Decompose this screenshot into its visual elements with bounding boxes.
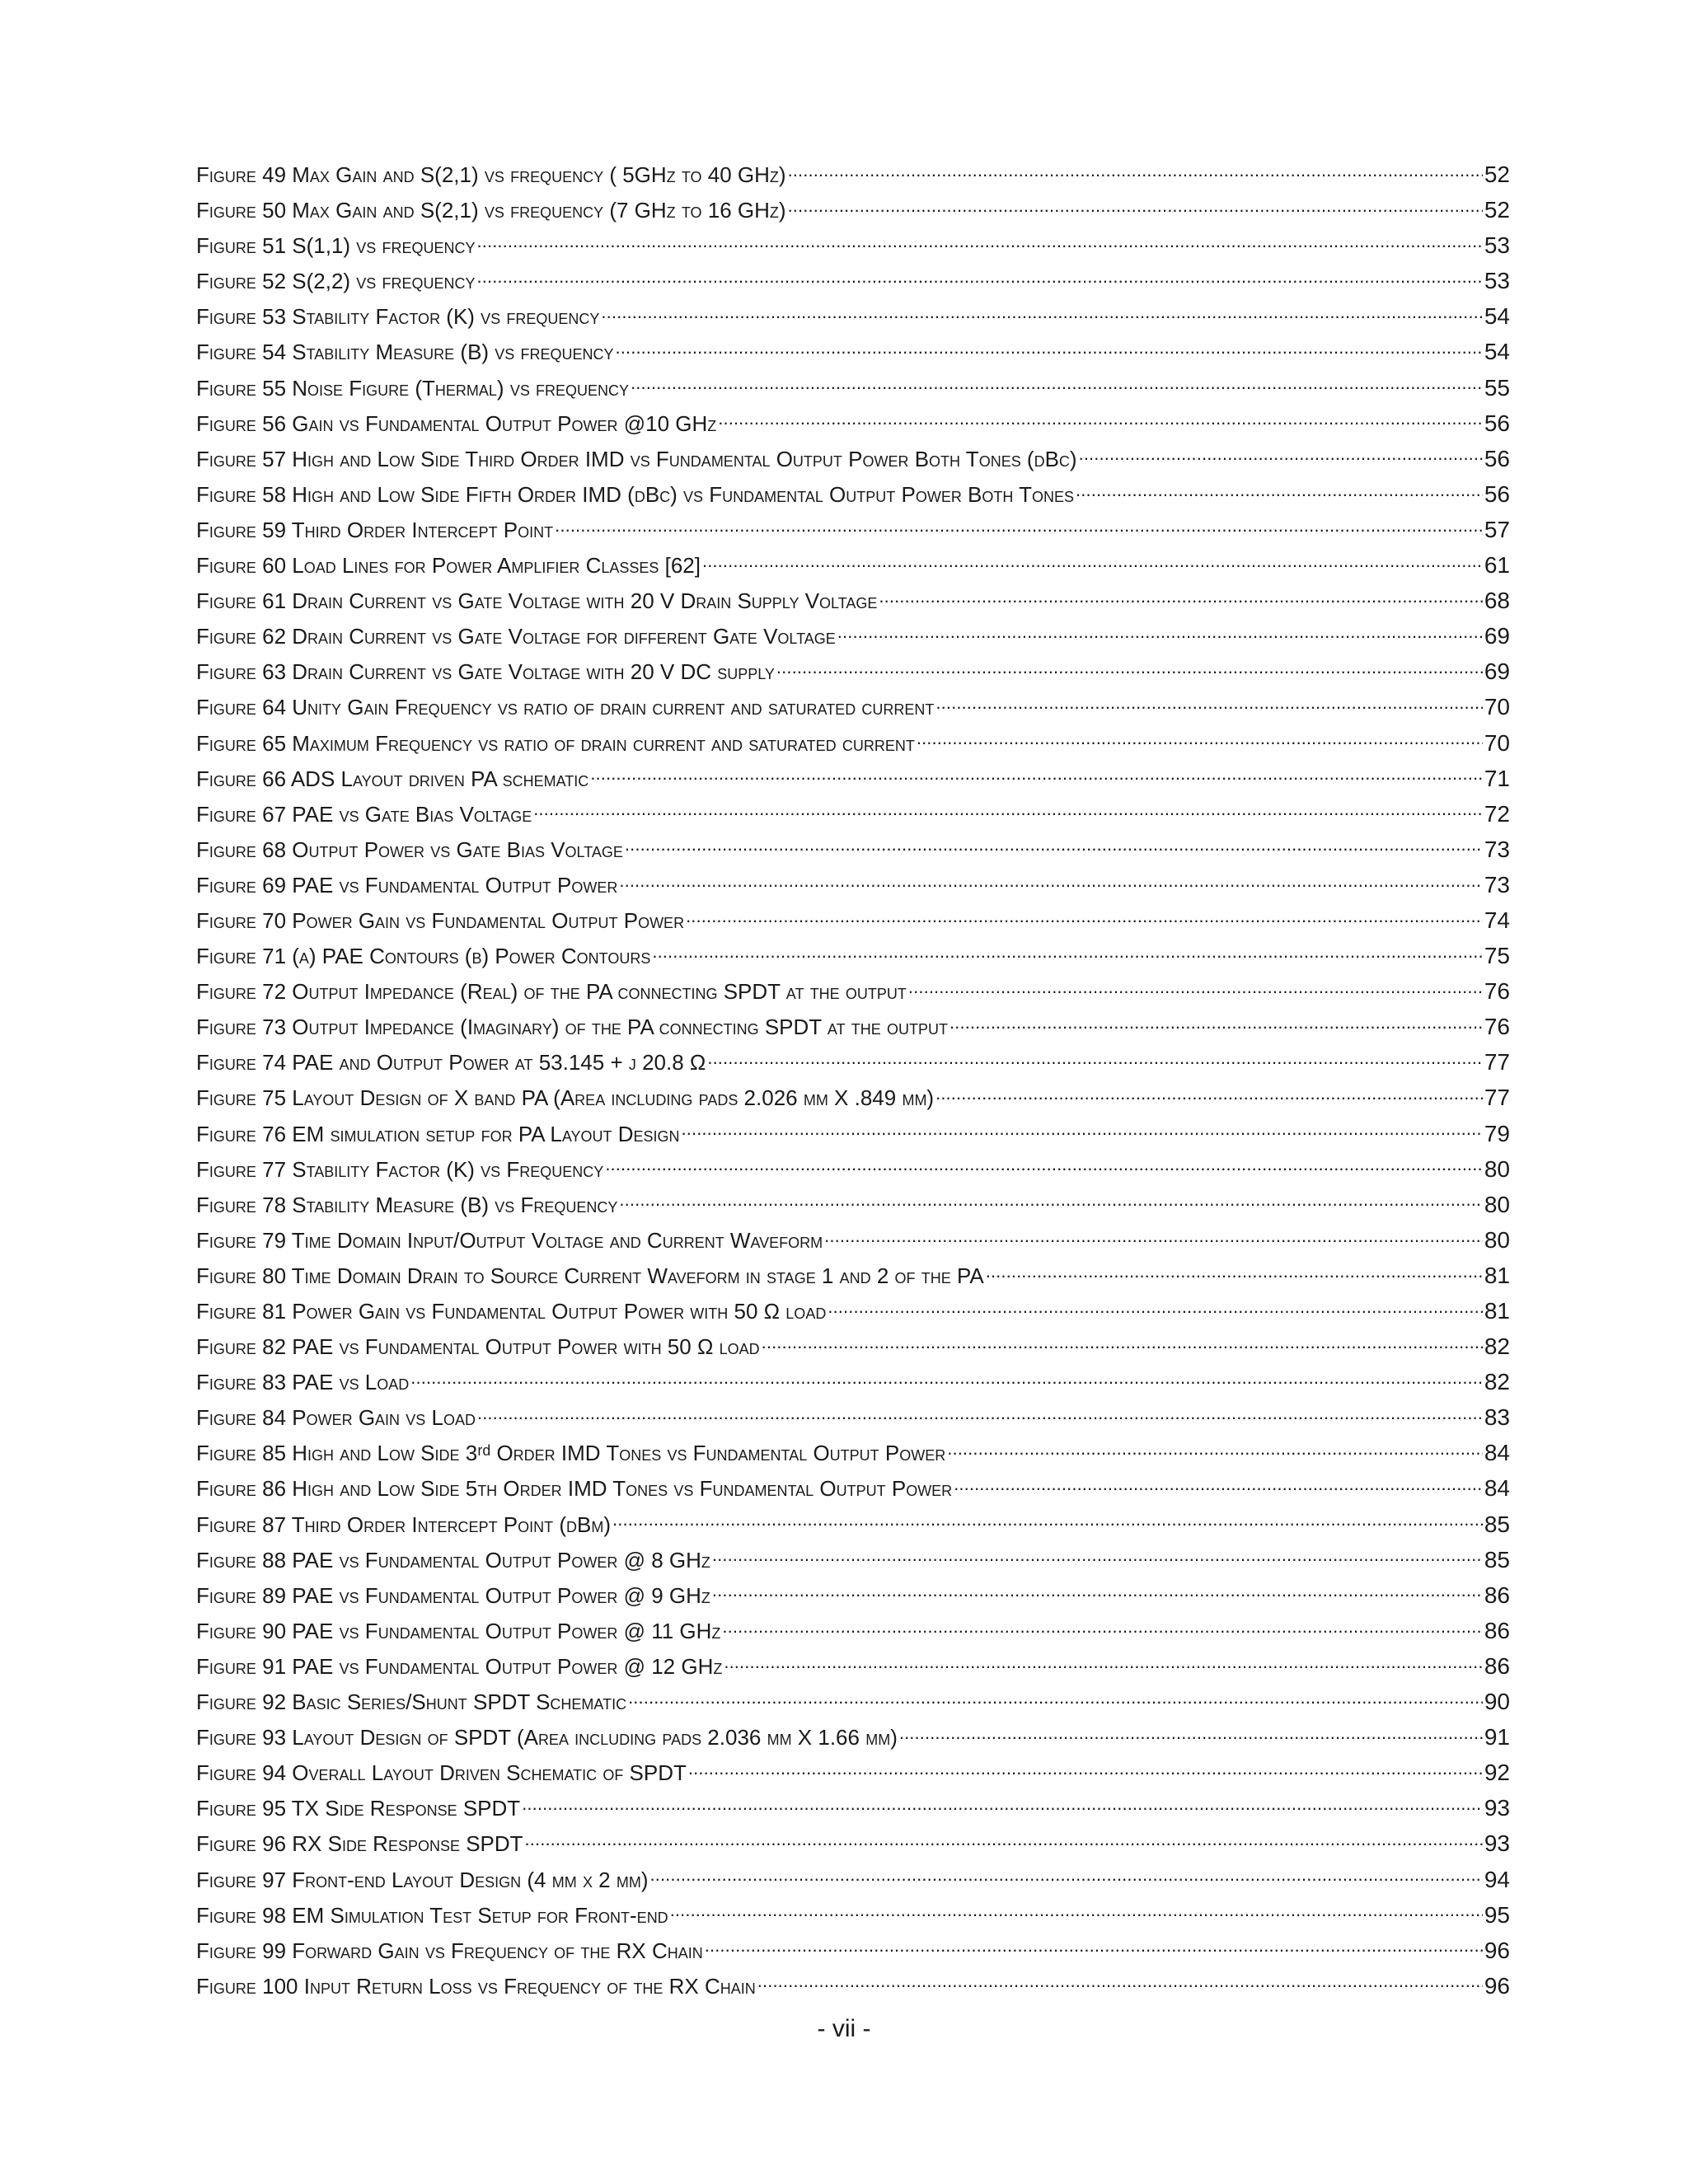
toc-dot-leader bbox=[525, 1830, 1483, 1851]
toc-entry-title: Figure 100 Input Return Loss vs Frequency of the RX Chain bbox=[196, 1973, 756, 1999]
toc-dot-leader bbox=[590, 765, 1483, 786]
toc-entry-title: Figure 88 PAE vs Fundamental Output Power @ 8 GHz bbox=[196, 1547, 710, 1572]
toc-entry-page-number: 55 bbox=[1484, 374, 1510, 401]
toc-entry-title: Figure 94 Overall Layout Driven Schematic of SPDT bbox=[196, 1760, 687, 1786]
toc-dot-leader bbox=[712, 1546, 1483, 1568]
toc-entry-page-number: 53 bbox=[1484, 232, 1510, 259]
toc-entry-page-number: 82 bbox=[1484, 1369, 1510, 1395]
toc-entry[interactable] bbox=[196, 192, 1510, 227]
toc-dot-leader bbox=[705, 1937, 1483, 1958]
toc-entry-page-number: 86 bbox=[1484, 1582, 1510, 1608]
list-of-figures bbox=[196, 157, 1510, 2004]
toc-entry-title: Figure 81 Power Gain vs Fundamental Output Power with 50 Ω load bbox=[196, 1299, 827, 1324]
toc-entry-page-number: 61 bbox=[1484, 552, 1510, 579]
toc-dot-leader bbox=[950, 1013, 1483, 1034]
toc-entry[interactable] bbox=[196, 1044, 1510, 1080]
toc-dot-leader bbox=[762, 1333, 1483, 1354]
toc-dot-leader bbox=[616, 338, 1483, 359]
toc-entry[interactable] bbox=[196, 1719, 1510, 1755]
toc-entry-title: Figure 96 RX Side Response SPDT bbox=[196, 1831, 523, 1857]
toc-dot-leader bbox=[935, 1084, 1483, 1105]
toc-dot-leader bbox=[1079, 445, 1483, 466]
toc-entry-page-number: 80 bbox=[1484, 1155, 1510, 1182]
toc-entry-title: Figure 84 Power Gain vs Load bbox=[196, 1405, 476, 1431]
toc-entry[interactable] bbox=[196, 547, 1510, 583]
toc-entry-page-number: 93 bbox=[1484, 1830, 1510, 1857]
toc-entry-title: Figure 55 Noise Figure (Thermal) vs frequency bbox=[196, 375, 630, 401]
toc-entry[interactable] bbox=[196, 938, 1510, 973]
toc-entry-page-number: 83 bbox=[1484, 1404, 1510, 1431]
toc-entry-title: Figure 64 Unity Gain Frequency vs ratio of drain current and saturated current bbox=[196, 695, 935, 720]
toc-entry[interactable] bbox=[196, 1684, 1510, 1719]
toc-entry[interactable] bbox=[196, 1755, 1510, 1790]
toc-entry[interactable] bbox=[196, 227, 1510, 263]
toc-dot-leader bbox=[707, 1048, 1483, 1070]
toc-dot-leader bbox=[670, 1901, 1483, 1923]
toc-entry-title: Figure 61 Drain Current vs Gate Voltage with 20 V Drain Supply Voltage bbox=[196, 588, 878, 614]
toc-entry-page-number: 81 bbox=[1484, 1262, 1510, 1288]
toc-entry-title: Figure 73 Output Impedance (Imaginary) of the PA connecting SPDT at the output bbox=[196, 1015, 949, 1040]
toc-entry-title: Figure 63 Drain Current vs Gate Voltage with 20 V DC supply bbox=[196, 659, 775, 685]
toc-dot-leader bbox=[477, 1404, 1483, 1425]
toc-entry-title: Figure 59 Third Order Intercept Point bbox=[196, 517, 554, 542]
toc-entry[interactable] bbox=[196, 796, 1510, 832]
toc-entry[interactable] bbox=[196, 1116, 1510, 1151]
toc-entry[interactable] bbox=[196, 1080, 1510, 1115]
toc-entry-page-number: 72 bbox=[1484, 800, 1510, 827]
toc-entry-page-number: 94 bbox=[1484, 1866, 1510, 1892]
toc-entry-page-number: 52 bbox=[1484, 197, 1510, 223]
toc-entry[interactable] bbox=[196, 1009, 1510, 1044]
toc-entry[interactable] bbox=[196, 1187, 1510, 1222]
toc-entry[interactable] bbox=[196, 689, 1510, 724]
toc-dot-leader bbox=[776, 658, 1483, 679]
toc-entry-title: Figure 86 High and Low Side 5th Order IMD Tones vs Fundamental Output Power bbox=[196, 1476, 953, 1502]
toc-dot-leader bbox=[828, 1297, 1483, 1319]
toc-entry-title: Figure 71 (a) PAE Contours (b) Power Contours bbox=[196, 944, 651, 969]
toc-entry-title: Figure 54 Stability Measure (B) vs frequency bbox=[196, 340, 614, 365]
toc-entry-title: Figure 57 High and Low Side Third Order IMD vs Fundamental Output Power Both Tones (dBc) bbox=[196, 446, 1077, 471]
toc-dot-leader bbox=[954, 1474, 1483, 1496]
toc-entry[interactable] bbox=[196, 157, 1510, 192]
toc-entry-page-number: 71 bbox=[1484, 765, 1510, 791]
toc-dot-leader bbox=[899, 1723, 1483, 1745]
toc-entry-title: Figure 62 Drain Current vs Gate Voltage for different Gate Voltage bbox=[196, 624, 836, 649]
toc-dot-leader bbox=[718, 410, 1483, 431]
toc-entry-title: Figure 95 TX Side Response SPDT bbox=[196, 1796, 521, 1821]
toc-dot-leader bbox=[722, 1617, 1482, 1638]
toc-entry-page-number: 86 bbox=[1484, 1652, 1510, 1679]
toc-entry[interactable] bbox=[196, 1577, 1510, 1613]
toc-entry[interactable] bbox=[196, 1222, 1510, 1258]
toc-entry[interactable] bbox=[196, 263, 1510, 298]
toc-entry-page-number: 85 bbox=[1484, 1546, 1510, 1572]
toc-entry-title: Figure 70 Power Gain vs Fundamental Output Power bbox=[196, 907, 685, 933]
toc-entry[interactable] bbox=[196, 761, 1510, 796]
toc-entry[interactable] bbox=[196, 725, 1510, 761]
toc-entry-page-number: 91 bbox=[1484, 1724, 1510, 1750]
toc-entry[interactable] bbox=[196, 583, 1510, 618]
toc-entry-page-number: 92 bbox=[1484, 1760, 1510, 1786]
toc-dot-leader bbox=[1076, 480, 1483, 502]
toc-dot-leader bbox=[652, 942, 1482, 963]
toc-entry[interactable] bbox=[196, 832, 1510, 867]
toc-dot-leader bbox=[533, 800, 1483, 822]
toc-entry-page-number: 79 bbox=[1484, 1120, 1510, 1146]
toc-dot-leader bbox=[824, 1226, 1483, 1248]
toc-entry[interactable] bbox=[196, 618, 1510, 654]
toc-entry-page-number: 70 bbox=[1484, 694, 1510, 720]
toc-entry[interactable] bbox=[196, 1613, 1510, 1648]
toc-entry-title: Figure 78 Stability Measure (B) vs Frequency bbox=[196, 1192, 618, 1217]
toc-dot-leader bbox=[612, 1511, 1483, 1532]
toc-entry-title: Figure 75 Layout Design of X band PA (Area including pads 2.026 mm X .849 mm) bbox=[196, 1085, 935, 1111]
toc-entry-page-number: 73 bbox=[1484, 836, 1510, 862]
toc-entry-title: Figure 50 Max Gain and S(2,1) vs frequency (7 GHz to 16 GHz) bbox=[196, 198, 786, 223]
toc-entry-title: Figure 97 Front-end Layout Design (4 mm x 2 mm) bbox=[196, 1867, 649, 1892]
toc-entry-page-number: 90 bbox=[1484, 1689, 1510, 1715]
toc-entry-page-number: 54 bbox=[1484, 339, 1510, 365]
toc-dot-leader bbox=[410, 1368, 1483, 1390]
toc-entry-page-number: 81 bbox=[1484, 1298, 1510, 1324]
toc-entry-page-number: 57 bbox=[1484, 516, 1510, 542]
toc-entry[interactable] bbox=[196, 1968, 1510, 2004]
toc-entry-title: Figure 53 Stability Factor (K) vs frequency bbox=[196, 304, 600, 330]
toc-entry[interactable] bbox=[196, 654, 1510, 689]
toc-entry[interactable] bbox=[196, 1470, 1510, 1506]
toc-entry-title: Figure 49 Max Gain and S(2,1) vs frequency ( 5GHz to 40 GHz) bbox=[196, 162, 786, 187]
toc-entry-title: Figure 66 ADS Layout driven PA schematic bbox=[196, 766, 589, 791]
toc-entry-page-number: 77 bbox=[1484, 1085, 1510, 1111]
toc-entry-page-number: 93 bbox=[1484, 1795, 1510, 1821]
toc-entry-page-number: 56 bbox=[1484, 445, 1510, 471]
toc-entry-page-number: 69 bbox=[1484, 623, 1510, 649]
toc-entry-title: Figure 56 Gain vs Fundamental Output Power @10 GHz bbox=[196, 410, 717, 436]
toc-entry-page-number: 80 bbox=[1484, 1191, 1510, 1217]
toc-dot-leader bbox=[724, 1652, 1482, 1674]
toc-entry[interactable] bbox=[196, 1542, 1510, 1577]
toc-entry-page-number: 68 bbox=[1484, 588, 1510, 614]
toc-entry-title: Figure 51 S(1,1) vs frequency bbox=[196, 233, 476, 259]
toc-entry-page-number: 52 bbox=[1484, 162, 1510, 187]
toc-entry[interactable] bbox=[196, 1399, 1510, 1435]
toc-dot-leader bbox=[601, 302, 1482, 324]
toc-dot-leader bbox=[522, 1794, 1483, 1816]
toc-dot-leader bbox=[947, 1439, 1483, 1460]
toc-dot-leader bbox=[757, 1972, 1483, 1994]
toc-entry-title: Figure 72 Output Impedance (Real) of the PA connecting SPDT at the output bbox=[196, 979, 907, 1005]
toc-dot-leader bbox=[631, 374, 1483, 396]
toc-entry-title: Figure 89 PAE vs Fundamental Output Power @ 9 GHz bbox=[196, 1582, 710, 1608]
toc-dot-leader bbox=[477, 232, 1483, 253]
page-number: - vii - bbox=[817, 2015, 871, 2042]
toc-entry-title: Figure 91 PAE vs Fundamental Output Power @ 12 GHz bbox=[196, 1653, 723, 1679]
toc-entry-title: Figure 67 PAE vs Gate Bias Voltage bbox=[196, 801, 532, 827]
toc-dot-leader bbox=[702, 551, 1483, 573]
toc-entry[interactable] bbox=[196, 1825, 1510, 1861]
toc-entry-title: Figure 98 EM Simulation Test Setup for Front-end bbox=[196, 1902, 668, 1928]
toc-entry-title: Figure 69 PAE vs Fundamental Output Power bbox=[196, 872, 618, 898]
toc-entry-page-number: 75 bbox=[1484, 943, 1510, 969]
toc-dot-leader bbox=[935, 693, 1482, 715]
toc-entry[interactable] bbox=[196, 298, 1510, 334]
toc-entry[interactable] bbox=[196, 1862, 1510, 1897]
toc-entry[interactable] bbox=[196, 973, 1510, 1009]
toc-entry-page-number: 86 bbox=[1484, 1617, 1510, 1643]
toc-entry[interactable] bbox=[196, 1435, 1510, 1470]
toc-entry[interactable] bbox=[196, 1364, 1510, 1399]
toc-entry-title: Figure 82 PAE vs Fundamental Output Power with 50 Ω load bbox=[196, 1334, 760, 1360]
toc-entry-title: Figure 60 Load Lines for Power Amplifier Classes [62] bbox=[196, 553, 701, 579]
toc-entry-page-number: 56 bbox=[1484, 410, 1510, 436]
toc-entry-title: Figure 93 Layout Design of SPDT (Area including pads 2.036 mm X 1.66 mm) bbox=[196, 1725, 898, 1750]
toc-entry-title: Figure 68 Output Power vs Gate Bias Voltage bbox=[196, 837, 623, 862]
toc-entry[interactable] bbox=[196, 334, 1510, 369]
toc-entry-page-number: 82 bbox=[1484, 1333, 1510, 1360]
toc-entry-page-number: 84 bbox=[1484, 1475, 1510, 1502]
toc-entry-page-number: 85 bbox=[1484, 1511, 1510, 1537]
toc-entry-title: Figure 58 High and Low Side Fifth Order IMD (dBc) vs Fundamental Output Power Both Tones bbox=[196, 481, 1075, 507]
toc-entry[interactable] bbox=[196, 1897, 1510, 1933]
toc-entry-page-number: 96 bbox=[1484, 1972, 1510, 1999]
toc-entry-page-number: 70 bbox=[1484, 729, 1510, 756]
toc-entry[interactable] bbox=[196, 1329, 1510, 1364]
toc-entry-title: Figure 83 PAE vs Load bbox=[196, 1370, 410, 1395]
toc-entry-page-number: 73 bbox=[1484, 871, 1510, 898]
toc-dot-leader bbox=[619, 1191, 1482, 1212]
toc-dot-leader bbox=[788, 196, 1483, 218]
toc-entry-title: Figure 80 Time Domain Drain to Source Current Waveform in stage 1 and 2 of the PA bbox=[196, 1263, 984, 1288]
toc-entry[interactable] bbox=[196, 370, 1510, 405]
toc-dot-leader bbox=[605, 1155, 1483, 1177]
toc-dot-leader bbox=[682, 1120, 1483, 1141]
toc-entry-page-number: 84 bbox=[1484, 1440, 1510, 1466]
toc-dot-leader bbox=[555, 516, 1483, 537]
toc-dot-leader bbox=[619, 871, 1482, 893]
toc-dot-leader bbox=[879, 587, 1482, 608]
toc-entry-page-number: 56 bbox=[1484, 480, 1510, 507]
toc-dot-leader bbox=[908, 977, 1483, 999]
toc-entry-page-number: 69 bbox=[1484, 658, 1510, 685]
toc-entry[interactable] bbox=[196, 512, 1510, 547]
toc-entry-page-number: 96 bbox=[1484, 1937, 1510, 1963]
toc-entry-page-number: 95 bbox=[1484, 1901, 1510, 1928]
toc-entry-title: Figure 87 Third Order Intercept Point (dBm) bbox=[196, 1511, 612, 1537]
toc-dot-leader bbox=[625, 836, 1483, 857]
toc-entry[interactable] bbox=[196, 1507, 1510, 1542]
toc-entry[interactable] bbox=[196, 1293, 1510, 1329]
toc-entry-page-number: 53 bbox=[1484, 268, 1510, 294]
toc-entry[interactable] bbox=[196, 1790, 1510, 1825]
toc-dot-leader bbox=[628, 1688, 1483, 1709]
toc-dot-leader bbox=[712, 1582, 1483, 1603]
toc-entry-title: Figure 85 High and Low Side 3ʳᵈ Order IMD Tones vs Fundamental Output Power bbox=[196, 1441, 946, 1466]
toc-entry-page-number: 80 bbox=[1484, 1226, 1510, 1253]
toc-entry[interactable] bbox=[196, 441, 1510, 476]
toc-entry-page-number: 77 bbox=[1484, 1049, 1510, 1076]
toc-entry[interactable] bbox=[196, 476, 1510, 512]
toc-entry-page-number: 76 bbox=[1484, 978, 1510, 1005]
toc-entry-title: Figure 52 S(2,2) vs frequency bbox=[196, 269, 476, 294]
toc-entry[interactable] bbox=[196, 1648, 1510, 1684]
toc-entry-title: Figure 74 PAE and Output Power at 53.145 + j 20.8 Ω bbox=[196, 1050, 706, 1076]
toc-entry-title: Figure 77 Stability Factor (K) vs Frequency bbox=[196, 1156, 604, 1182]
toc-dot-leader bbox=[986, 1262, 1483, 1283]
toc-entry[interactable] bbox=[196, 1151, 1510, 1187]
toc-entry[interactable] bbox=[196, 867, 1510, 902]
toc-entry[interactable] bbox=[196, 405, 1510, 441]
toc-dot-leader bbox=[477, 267, 1483, 288]
toc-entry-title: Figure 90 PAE vs Fundamental Output Power @ 11 GHz bbox=[196, 1618, 721, 1643]
toc-entry[interactable] bbox=[196, 1933, 1510, 1968]
toc-entry-title: Figure 99 Forward Gain vs Frequency of the RX Chain bbox=[196, 1938, 703, 1963]
toc-entry-title: Figure 79 Time Domain Input/Output Voltage and Current Waveform bbox=[196, 1227, 823, 1253]
toc-dot-leader bbox=[686, 907, 1483, 928]
toc-entry-title: Figure 76 EM simulation setup for PA Layout Design bbox=[196, 1121, 680, 1146]
toc-entry-title: Figure 92 Basic Series/Shunt SPDT Schematic bbox=[196, 1690, 627, 1715]
toc-entry-page-number: 76 bbox=[1484, 1014, 1510, 1040]
toc-entry[interactable] bbox=[196, 902, 1510, 938]
toc-entry-page-number: 74 bbox=[1484, 907, 1510, 933]
toc-dot-leader bbox=[688, 1759, 1483, 1780]
toc-entry-title: Figure 65 Maximum Frequency vs ratio of drain current and saturated current bbox=[196, 730, 915, 756]
toc-dot-leader bbox=[650, 1866, 1483, 1887]
toc-dot-leader bbox=[837, 622, 1483, 644]
toc-dot-leader bbox=[788, 161, 1483, 182]
toc-entry-page-number: 54 bbox=[1484, 303, 1510, 330]
toc-entry[interactable] bbox=[196, 1258, 1510, 1293]
toc-dot-leader bbox=[917, 729, 1483, 751]
